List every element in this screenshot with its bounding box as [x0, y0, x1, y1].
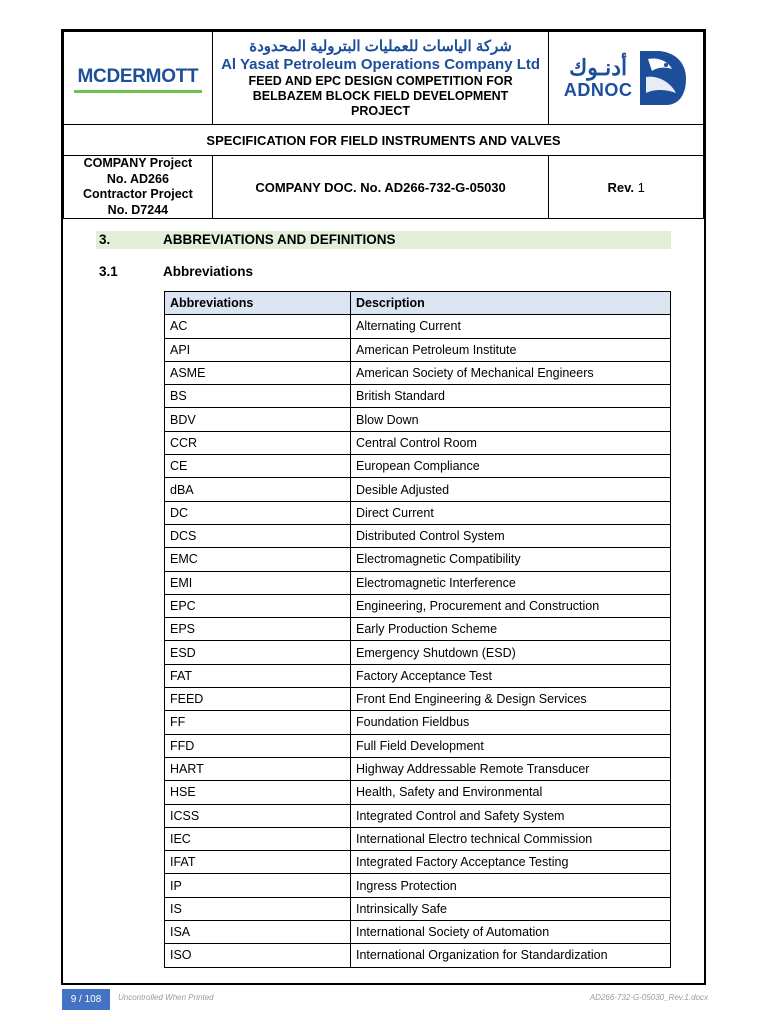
- table-row: [165, 338, 671, 361]
- table-row: [165, 804, 671, 827]
- table-row: [165, 315, 671, 338]
- description-cell: International Electro technical Commission: [351, 827, 671, 850]
- table-row: [165, 501, 671, 524]
- subsection-number: 3.1: [99, 264, 118, 279]
- section-title: ABBREVIATIONS AND DEFINITIONS: [163, 232, 396, 247]
- description-cell: American Petroleum Institute: [351, 338, 671, 361]
- subsection-title: Abbreviations: [163, 264, 254, 279]
- abbreviation-cell: IP: [165, 874, 351, 897]
- spec-title-row: [64, 125, 704, 156]
- table-row: [165, 478, 671, 501]
- company-name: Al Yasat Petroleum Operations Company Ltd: [221, 55, 541, 73]
- revision-cell: [549, 156, 704, 219]
- abbreviation-cell: EMC: [165, 548, 351, 571]
- abbreviation-cell: EMI: [165, 571, 351, 594]
- uncontrolled-notice: Uncontrolled When Printed: [118, 993, 214, 1002]
- description-cell: Front End Engineering & Design Services: [351, 688, 671, 711]
- description-cell: Blow Down: [351, 408, 671, 431]
- table-row: [165, 734, 671, 757]
- table-row: [165, 641, 671, 664]
- table-row: [165, 874, 671, 897]
- description-cell: Health, Safety and Environmental: [351, 781, 671, 804]
- abbreviation-cell: CCR: [165, 431, 351, 454]
- description-cell: Electromagnetic Interference: [351, 571, 671, 594]
- revision-value: 1: [637, 179, 645, 195]
- contractor-project-label: Contractor Project: [83, 187, 193, 201]
- description-cell: Engineering, Procurement and Construction: [351, 594, 671, 617]
- description-cell: European Compliance: [351, 455, 671, 478]
- abbreviation-cell: FEED: [165, 688, 351, 711]
- description-cell: International Organization for Standardization: [351, 944, 671, 967]
- table-row: [165, 688, 671, 711]
- description-cell: Foundation Fieldbus: [351, 711, 671, 734]
- project-numbers-cell: [64, 156, 213, 219]
- abbreviation-cell: DC: [165, 501, 351, 524]
- company-project-number: No. AD266: [106, 171, 169, 186]
- project-title-line-2: BELBAZEM BLOCK FIELD DEVELOPMENT: [252, 88, 509, 103]
- abbreviation-cell: BDV: [165, 408, 351, 431]
- section-number: 3.: [99, 232, 111, 247]
- adnoc-logo-arabic: أدنـوك: [569, 55, 628, 80]
- table-row: [165, 618, 671, 641]
- column-header-abbreviation: Abbreviations: [165, 292, 351, 315]
- revision-label: Rev.: [607, 179, 634, 195]
- description-cell: Integrated Factory Acceptance Testing: [351, 851, 671, 874]
- abbreviation-cell: API: [165, 338, 351, 361]
- abbreviation-cell: DCS: [165, 524, 351, 547]
- description-cell: Desible Adjusted: [351, 478, 671, 501]
- table-row: [165, 548, 671, 571]
- abbreviation-cell: ICSS: [165, 804, 351, 827]
- abbreviation-cell: EPC: [165, 594, 351, 617]
- description-cell: Ingress Protection: [351, 874, 671, 897]
- abbreviation-cell: CE: [165, 455, 351, 478]
- description-cell: British Standard: [351, 385, 671, 408]
- table-row: [165, 944, 671, 967]
- table-row: [165, 594, 671, 617]
- spec-title: SPECIFICATION FOR FIELD INSTRUMENTS AND VALVES: [64, 125, 704, 156]
- project-title-line-1: FEED AND EPC DESIGN COMPETITION FOR: [248, 73, 513, 88]
- abbreviation-cell: IS: [165, 897, 351, 920]
- description-cell: Early Production Scheme: [351, 618, 671, 641]
- abbreviation-cell: HART: [165, 757, 351, 780]
- description-cell: Electromagnetic Compatibility: [351, 548, 671, 571]
- description-cell: International Society of Automation: [351, 921, 671, 944]
- adnoc-logo: [549, 47, 703, 109]
- description-cell: Integrated Control and Safety System: [351, 804, 671, 827]
- mcdermott-logo: MCDERMOTT: [74, 64, 203, 93]
- description-cell: Factory Acceptance Test: [351, 664, 671, 687]
- contractor-logo-cell: [64, 32, 213, 125]
- table-row: [165, 431, 671, 454]
- company-project-label: COMPANY Project: [83, 156, 193, 170]
- table-row: [165, 781, 671, 804]
- abbreviation-cell: ESD: [165, 641, 351, 664]
- abbreviation-cell: ASME: [165, 361, 351, 384]
- table-row: [165, 757, 671, 780]
- column-header-description: Description: [351, 292, 671, 315]
- table-row: [165, 455, 671, 478]
- description-cell: Central Control Room: [351, 431, 671, 454]
- description-cell: American Society of Mechanical Engineers: [351, 361, 671, 384]
- table-row: [165, 664, 671, 687]
- description-cell: Full Field Development: [351, 734, 671, 757]
- description-cell: Distributed Control System: [351, 524, 671, 547]
- table-body: [165, 315, 671, 967]
- company-name-arabic: شركة الياسات للعمليات البترولية المحدودة: [249, 37, 512, 55]
- adnoc-logo-text: ADNOC: [563, 80, 633, 100]
- contractor-project-number: No. D7244: [107, 202, 169, 217]
- table-row: [165, 827, 671, 850]
- table-row: [165, 897, 671, 920]
- abbreviations-table: [164, 291, 671, 968]
- abbreviation-cell: HSE: [165, 781, 351, 804]
- abbreviation-cell: FFD: [165, 734, 351, 757]
- description-cell: Intrinsically Safe: [351, 897, 671, 920]
- table-row: [165, 571, 671, 594]
- abbreviation-cell: ISO: [165, 944, 351, 967]
- table-row: [165, 385, 671, 408]
- doc-info-row: [64, 156, 704, 219]
- abbreviation-cell: AC: [165, 315, 351, 338]
- table-row: [165, 851, 671, 874]
- abbreviation-cell: IFAT: [165, 851, 351, 874]
- table-row: [165, 361, 671, 384]
- table-row: [165, 711, 671, 734]
- description-cell: Emergency Shutdown (ESD): [351, 641, 671, 664]
- abbreviation-cell: BS: [165, 385, 351, 408]
- abbreviation-cell: FAT: [165, 664, 351, 687]
- abbreviation-cell: IEC: [165, 827, 351, 850]
- document-number: COMPANY DOC. No. AD266-732-G-05030: [212, 156, 549, 219]
- description-cell: Direct Current: [351, 501, 671, 524]
- abbreviation-cell: FF: [165, 711, 351, 734]
- document-header: [63, 31, 704, 219]
- falcon-icon: [636, 47, 688, 109]
- client-logo-cell: [549, 32, 704, 125]
- file-name: AD266-732-G-05030_Rev.1.docx: [589, 993, 708, 1002]
- project-title-line-3: PROJECT: [351, 103, 411, 118]
- description-cell: Alternating Current: [351, 315, 671, 338]
- table-row: [165, 921, 671, 944]
- page-number-badge: 9 / 108: [62, 989, 110, 1010]
- table-header-row: [165, 292, 671, 315]
- description-cell: Highway Addressable Remote Transducer: [351, 757, 671, 780]
- header-top-row: [64, 32, 704, 125]
- abbreviation-cell: EPS: [165, 618, 351, 641]
- abbreviation-cell: dBA: [165, 478, 351, 501]
- header-title-cell: [212, 32, 549, 125]
- table-row: [165, 408, 671, 431]
- table-row: [165, 524, 671, 547]
- abbreviation-cell: ISA: [165, 921, 351, 944]
